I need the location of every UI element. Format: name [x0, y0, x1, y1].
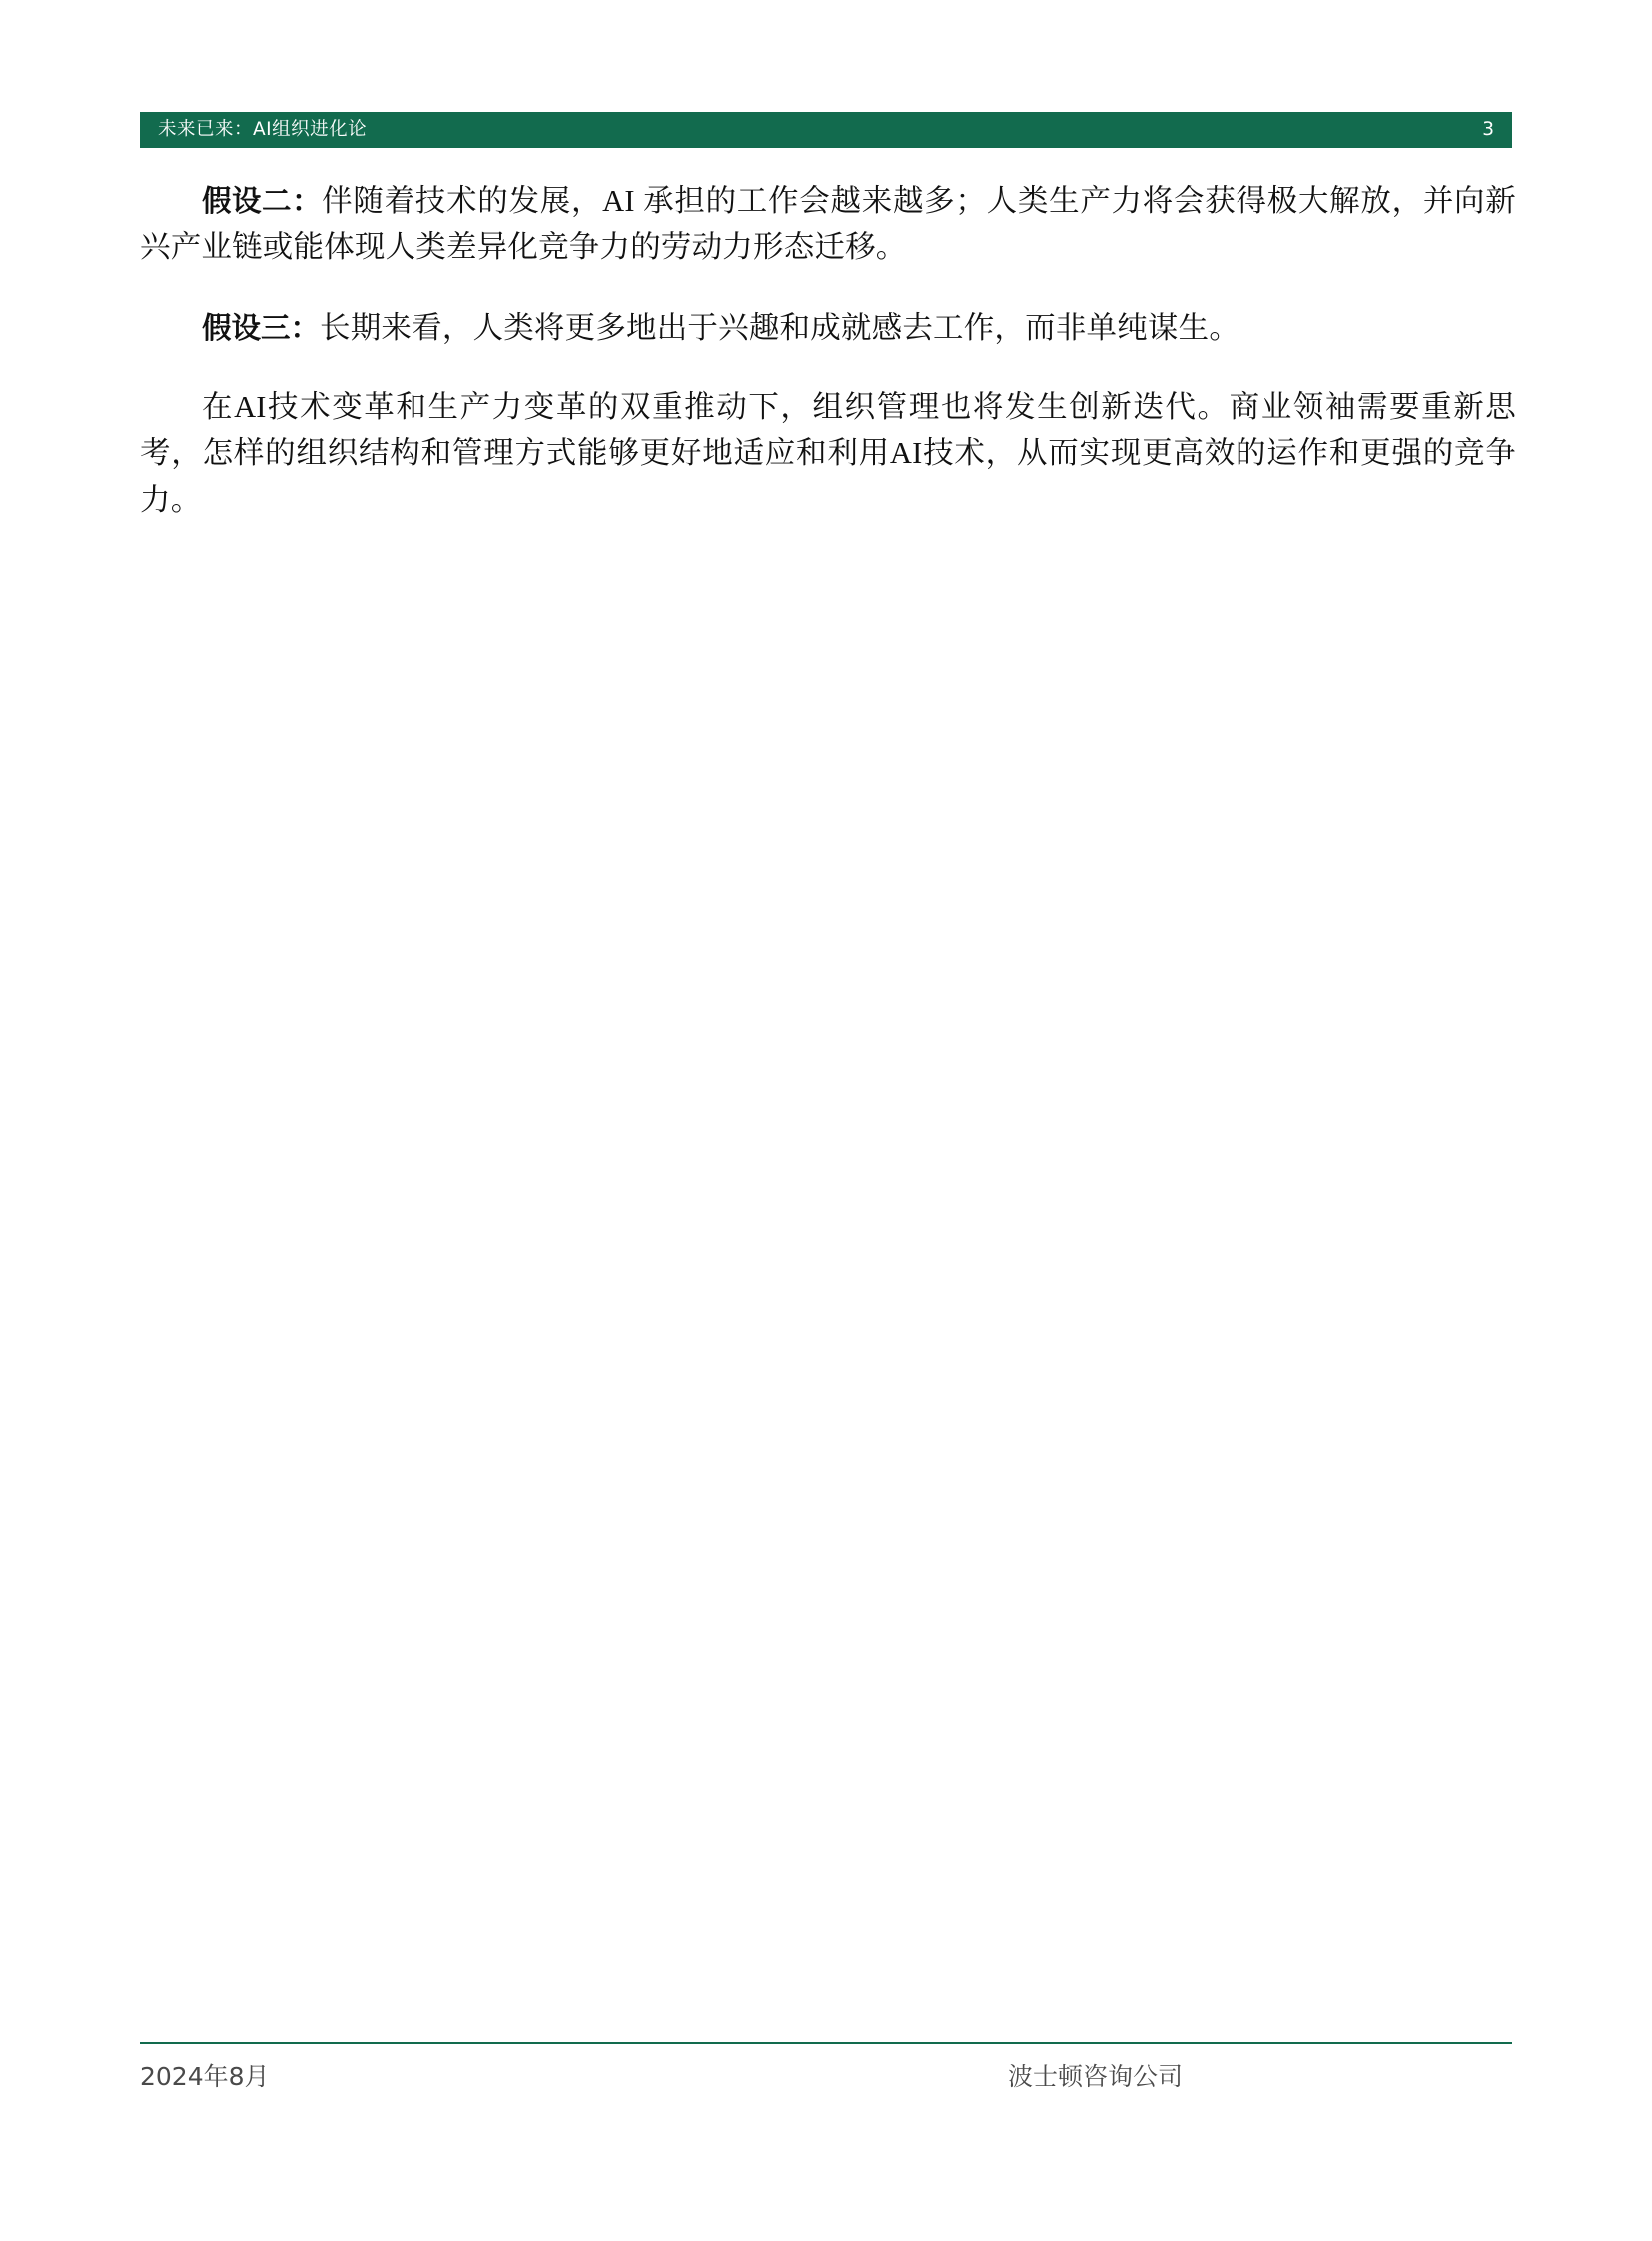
page-footer	[140, 2057, 1512, 2093]
page-content	[140, 178, 1516, 551]
paragraph-assumption-two	[140, 178, 1516, 271]
paragraph-text: 在AI技术变革和生产力变革的双重推动下，组织管理也将发生创新迭代。商业领袖需要重新思考，怎样的组织结构和管理方式能够更好地适应和利用AI技术，从而实现更高效的运作和更强的竞争力。	[140, 390, 1516, 517]
document-title: 未来已来：AI组织进化论	[158, 118, 368, 140]
footer-company: 波士顿咨询公司	[1007, 2062, 1183, 2091]
page-header-band	[140, 112, 1512, 148]
paragraph-conclusion	[140, 384, 1516, 523]
paragraph-lead-label: 假设三：	[202, 309, 321, 345]
footer-divider	[140, 2042, 1512, 2044]
page-number: 3	[1482, 118, 1494, 140]
paragraph-assumption-three	[140, 305, 1516, 351]
footer-date: 2024年8月	[140, 2062, 270, 2091]
paragraph-text: 伴随着技术的发展，AI 承担的工作会越来越多；人类生产力将会获得极大解放，并向新兴产业链或能体现人类差异化竞争力的劳动力形态迁移。	[140, 184, 1516, 265]
paragraph-text: 长期来看，人类将更多地出于兴趣和成就感去工作，而非单纯谋生。	[320, 310, 1240, 345]
paragraph-lead-label: 假设二：	[202, 183, 323, 218]
